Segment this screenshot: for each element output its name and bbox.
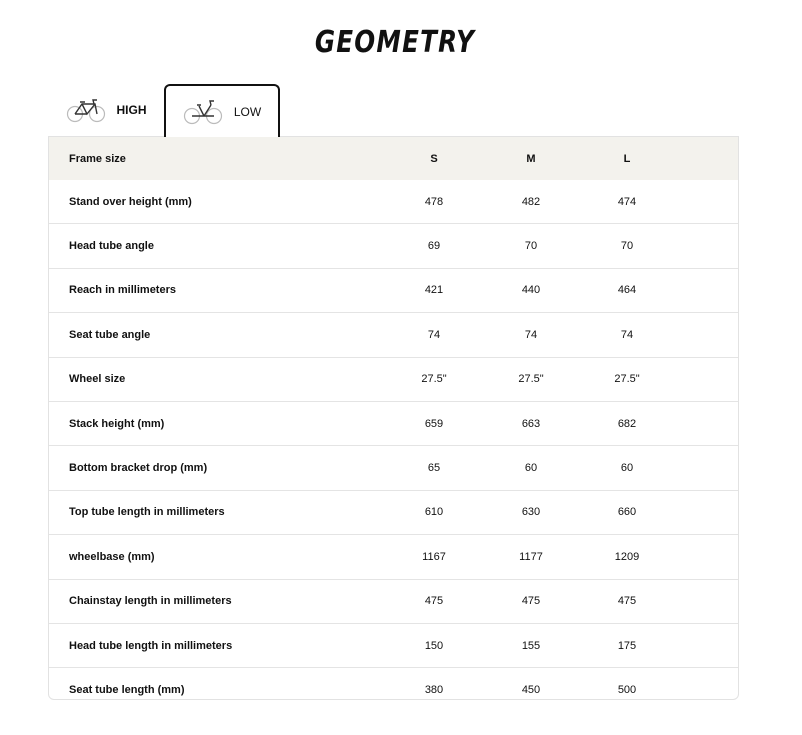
table-row <box>49 580 738 624</box>
row-label: Top tube length in millimeters <box>69 506 225 519</box>
row-value-l: 74 <box>620 328 634 341</box>
row-value-m: 74 <box>524 328 538 341</box>
header-size-m: M <box>526 152 536 165</box>
row-value-m: 70 <box>524 240 538 253</box>
table-row <box>49 535 738 579</box>
table-row <box>49 446 738 490</box>
tab-high-label: HIGH <box>116 102 147 117</box>
row-value-s: 27.5" <box>421 373 447 386</box>
row-value-s: 421 <box>424 284 444 297</box>
row-value-l: 500 <box>617 683 637 696</box>
tab-high[interactable] <box>49 84 163 135</box>
row-value-s: 478 <box>424 195 444 208</box>
row-label: Wheel size <box>69 373 126 386</box>
table-row <box>49 180 738 224</box>
row-value-s: 659 <box>424 417 444 430</box>
row-value-m: 27.5" <box>518 373 544 386</box>
row-value-l: 464 <box>617 284 637 297</box>
table-row <box>49 668 738 711</box>
table-row <box>49 269 738 313</box>
header-frame-size: Frame size <box>69 152 126 165</box>
row-value-l: 27.5" <box>614 373 640 386</box>
page-title: GEOMETRY <box>314 25 476 60</box>
frame-type-tabs <box>49 84 739 137</box>
geometry-table <box>48 136 739 700</box>
bike-high-frame-icon <box>66 97 106 123</box>
row-value-m: 1177 <box>519 550 543 563</box>
tab-low-label: LOW <box>233 104 262 119</box>
table-row <box>49 402 738 446</box>
row-value-s: 74 <box>427 328 441 341</box>
row-value-s: 150 <box>424 639 444 652</box>
row-label: Stand over height (mm) <box>69 195 192 208</box>
row-value-m: 450 <box>521 683 541 696</box>
row-value-l: 474 <box>617 195 637 208</box>
table-row <box>49 313 738 357</box>
row-value-l: 475 <box>617 595 637 608</box>
row-value-s: 380 <box>424 683 444 696</box>
row-value-l: 175 <box>617 639 637 652</box>
row-value-m: 475 <box>521 595 541 608</box>
row-label: Stack height (mm) <box>69 417 165 430</box>
row-label: Head tube angle <box>69 240 154 253</box>
table-row <box>49 358 738 402</box>
row-value-s: 1167 <box>422 550 446 563</box>
row-value-l: 660 <box>617 506 637 519</box>
row-value-l: 1209 <box>614 550 640 563</box>
row-label: Chainstay length in millimeters <box>69 595 232 608</box>
row-label: Seat tube angle <box>69 328 151 341</box>
row-value-m: 630 <box>521 506 541 519</box>
header-size-l: L <box>623 152 631 165</box>
row-value-m: 440 <box>521 284 541 297</box>
row-value-l: 70 <box>620 240 634 253</box>
row-value-l: 60 <box>620 462 634 475</box>
table-row <box>49 624 738 668</box>
table-row <box>49 491 738 535</box>
row-value-s: 65 <box>427 462 441 475</box>
bike-low-frame-icon <box>183 99 223 125</box>
row-value-l: 682 <box>617 417 637 430</box>
tab-low[interactable] <box>164 84 280 137</box>
header-size-s: S <box>430 152 438 165</box>
row-label: wheelbase (mm) <box>69 550 155 563</box>
row-label: Reach in millimeters <box>69 284 176 297</box>
row-label: Head tube length in millimeters <box>69 639 233 652</box>
row-label: Bottom bracket drop (mm) <box>69 462 208 475</box>
row-value-m: 482 <box>521 195 541 208</box>
row-value-s: 610 <box>424 506 444 519</box>
row-value-m: 60 <box>524 462 538 475</box>
row-value-m: 155 <box>521 639 541 652</box>
table-row <box>49 224 738 268</box>
row-label: Seat tube length (mm) <box>69 683 185 696</box>
row-value-m: 663 <box>521 417 541 430</box>
row-value-s: 475 <box>424 595 444 608</box>
row-value-s: 69 <box>427 240 441 253</box>
table-header-row <box>49 137 738 180</box>
